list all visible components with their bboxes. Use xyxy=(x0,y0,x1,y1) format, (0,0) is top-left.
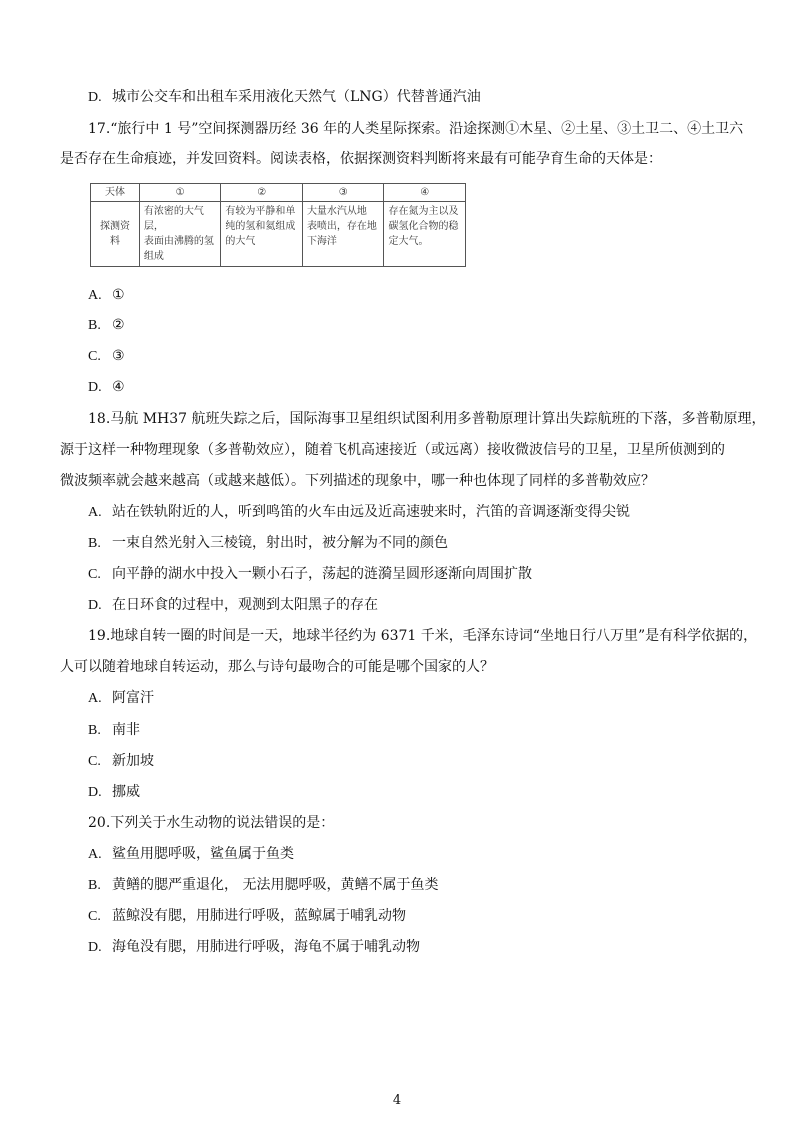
q20-option-b xyxy=(88,876,438,895)
option-label: D. xyxy=(88,940,102,955)
table-row-label: 探测资料 xyxy=(91,202,140,267)
option-text: 海龟没有腮，用肺进行呼吸，海龟不属于哺乳动物 xyxy=(112,939,420,955)
prev-option-d xyxy=(88,88,481,107)
q17-option-d xyxy=(88,378,125,397)
option-label: B. xyxy=(88,318,101,333)
table-cell: 有浓密的大气层， 表面由沸腾的氢 组成 xyxy=(139,202,221,267)
q18-stem-line2: 源于这样一种物理现象（多普勒效应），随着飞机高速接近（或远离）接收微波信号的卫星，卫星所侦测到的 xyxy=(60,442,725,458)
option-text: 黄鳝的腮严重退化， 无法用腮呼吸，黄鳝不属于鱼类 xyxy=(112,877,439,893)
option-label: D. xyxy=(88,598,102,613)
option-label: D. xyxy=(88,380,102,395)
option-text: 蓝鲸没有腮，用肺进行呼吸，蓝鲸属于哺乳动物 xyxy=(112,908,406,924)
q17-stem-line2: 是否存在生命痕迹，并发回资料。阅读表格，依据探测资料判断将来最有可能孕育生命的天体是： xyxy=(60,151,662,167)
q17-option-b xyxy=(88,316,125,335)
q20-stem-line1: 20.下列关于水生动物的说法错误的是： xyxy=(88,815,335,831)
table-cell: 有较为平静和单 纯的氢和氦组成 的大气 xyxy=(221,202,303,267)
option-text: ② xyxy=(112,317,125,333)
option-text: 南非 xyxy=(112,722,140,738)
q20-option-c xyxy=(88,907,406,926)
q17-data-table xyxy=(90,183,466,267)
q17-option-c xyxy=(88,347,125,366)
option-text: 站在铁轨附近的人，听到鸣笛的火车由远及近高速驶来时，汽笛的音调逐渐变得尖锐 xyxy=(112,504,630,520)
option-text: 城市公交车和出租车采用液化天然气（LNG）代替普通汽油 xyxy=(112,89,481,105)
q18-stem-line3: 微波频率就会越来越高（或越来越低）。下列描述的现象中，哪一种也体现了同样的多普勒效应？ xyxy=(60,473,655,489)
table-header-cell: ② xyxy=(221,184,303,202)
table-header-cell: ④ xyxy=(384,184,466,202)
option-label: A. xyxy=(88,288,102,303)
q18-option-c xyxy=(88,565,532,584)
option-text: 新加坡 xyxy=(112,753,154,769)
table-cell: 存在氮为主以及 碳氢化合物的稳 定大气。 xyxy=(384,202,466,267)
option-text: 在日环食的过程中，观测到太阳黑子的存在 xyxy=(112,597,378,613)
q19-option-c xyxy=(88,752,154,771)
option-text: ① xyxy=(112,287,125,303)
option-label: C. xyxy=(88,567,101,582)
option-text: 一束自然光射入三棱镜，射出时，被分解为不同的颜色 xyxy=(112,535,448,551)
option-label: B. xyxy=(88,723,101,738)
option-label: A. xyxy=(88,691,102,706)
option-label: D. xyxy=(88,90,102,105)
q20-option-d xyxy=(88,938,420,957)
option-label: B. xyxy=(88,536,101,551)
q19-option-b xyxy=(88,721,140,740)
page-number: 4 xyxy=(392,1093,402,1108)
option-label: C. xyxy=(88,349,101,364)
option-label: C. xyxy=(88,909,101,924)
q19-stem-line2: 人可以随着地球自转运动，那么与诗句最吻合的可能是哪个国家的人？ xyxy=(60,659,494,675)
option-label: B. xyxy=(88,878,101,893)
q19-option-d xyxy=(88,783,140,802)
q18-option-b xyxy=(88,534,448,553)
table-cell: 大量水汽从地 表喷出，存在地 下海洋 xyxy=(302,202,384,267)
option-label: A. xyxy=(88,847,102,862)
table-header-cell: ① xyxy=(139,184,221,202)
q18-option-d xyxy=(88,596,378,615)
table-header-row xyxy=(91,184,466,202)
option-label: C. xyxy=(88,754,101,769)
q17-stem-line1: 17.“旅行中 1 号”空间探测器历经 36 年的人类星际探索。沿途探测①木星、②土星、③土卫二、④土卫六 xyxy=(88,121,744,137)
q19-stem-line1: 19.地球自转一圈的时间是一天，地球半径约为 6371 千米，毛泽东诗词“坐地日行八万里”是有科学依据的， xyxy=(88,628,758,644)
option-text: ④ xyxy=(112,379,125,395)
q18-option-a xyxy=(88,503,630,522)
option-text: 鲨鱼用腮呼吸，鲨鱼属于鱼类 xyxy=(112,846,294,862)
option-text: 阿富汗 xyxy=(112,690,154,706)
option-text: 挪威 xyxy=(112,784,140,800)
option-text: ③ xyxy=(112,348,125,364)
q20-option-a xyxy=(88,845,294,864)
q19-option-a xyxy=(88,689,154,708)
table-header-cell: 天体 xyxy=(91,184,140,202)
table-header-cell: ③ xyxy=(302,184,384,202)
option-label: D. xyxy=(88,785,102,800)
option-text: 向平静的湖水中投入一颗小石子，荡起的涟漪呈圆形逐渐向周围扩散 xyxy=(112,566,532,582)
q17-option-a xyxy=(88,286,125,305)
q18-stem-line1: 18.马航 MH37 航班失踪之后，国际海事卫星组织试图利用多普勒原理计算出失踪航班的下落，多普勒原理， xyxy=(88,411,766,427)
table-row xyxy=(91,202,466,267)
option-label: A. xyxy=(88,505,102,520)
